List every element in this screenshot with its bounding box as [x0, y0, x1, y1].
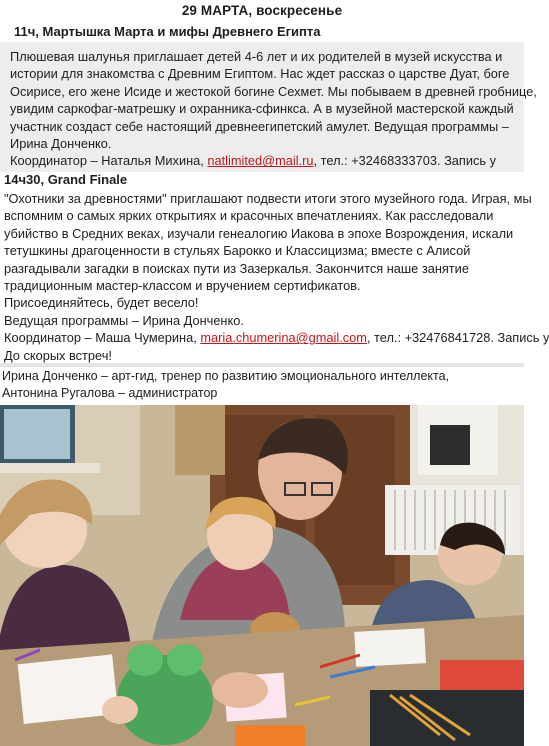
- event1-email-link[interactable]: natlimited@mail.ru: [207, 153, 314, 169]
- workshop-photo: [0, 405, 524, 746]
- event2-email-link[interactable]: maria.chumerina@gmail.com: [200, 330, 367, 346]
- event2-coordinator-suffix: , тел.: +32476841728. Запись у: [366, 330, 549, 346]
- event1-line: истории для знакомства с Древним Египтом. Нас ждет рассказ о царстве Дуат, боге: [10, 66, 510, 82]
- event2-line: Присоединяйтесь, будет весело!: [4, 295, 199, 311]
- event2-description: [4, 190, 549, 364]
- event2-line: разгадывали загадки в поисках пути из Зазеркалья. Закончится наше занятие: [4, 260, 469, 276]
- event1-line: увидим саркофаг-матрешку и охранника-сфинкса. А в музейной мастерской каждый: [10, 101, 514, 117]
- event1-description: [10, 48, 537, 170]
- event1-line: Плюшевая шалунья приглашает детей 4-6 лет и их родителей в музей искусства и: [10, 49, 503, 64]
- event1-line: участник создаст себе настоящий древнеегипетский амулет. Ведущая программы –: [10, 118, 509, 134]
- event2-title: 14ч30, Grand Finale: [4, 172, 128, 187]
- event1-title: 11ч, Мартышка Марта и мифы Древнего Египта: [14, 24, 321, 39]
- event2-closing: До скорых встреч!: [4, 347, 112, 363]
- event2-line: убийство в Средних веках, изучали генеалогию Иакова в эпохе Возрождения, искали: [4, 225, 514, 241]
- staff-line: Антонина Ругалова – администратор: [2, 386, 218, 400]
- staff-line: Ирина Донченко – арт-гид, тренер по развитию эмоционального интеллекта,: [2, 369, 450, 383]
- event1-line: Осирисе, его жене Исиде и жестокой богине Сехмет. Мы побываем в древней гробнице,: [10, 83, 537, 99]
- event1-line: Ирина Донченко.: [10, 136, 112, 152]
- staff-list: [2, 368, 522, 402]
- event2-coordinator: [4, 329, 549, 346]
- event2-line: традиционным мастер-классом и вручением сертификатов.: [4, 278, 361, 294]
- event2-line: "Охотники за древностями" приглашают подвести итоги этого музейного года. Играя, мы: [4, 191, 532, 206]
- event1-coordinator-suffix: , тел.: +32468333703. Запись у: [313, 153, 497, 169]
- event1-coordinator-prefix: Координатор – Наталья Михина,: [10, 153, 208, 169]
- separator-band: [0, 363, 524, 367]
- event1-coordinator: [10, 152, 516, 169]
- date-heading: 29 МАРТА, воскресенье: [181, 3, 343, 18]
- workshop-photo-illustration: [0, 405, 524, 746]
- event2-line: тетушкины драгоценности в стульях Барокко и Классицизма; вместе с Алисой: [4, 243, 471, 259]
- event2-coordinator-prefix: Координатор – Маша Чумерина,: [4, 330, 201, 346]
- event2-line: вспомним о самых ярких открытиях и красочных впечатлениях. Как расследовали: [4, 208, 494, 224]
- event2-line: Ведущая программы – Ирина Донченко.: [4, 312, 244, 328]
